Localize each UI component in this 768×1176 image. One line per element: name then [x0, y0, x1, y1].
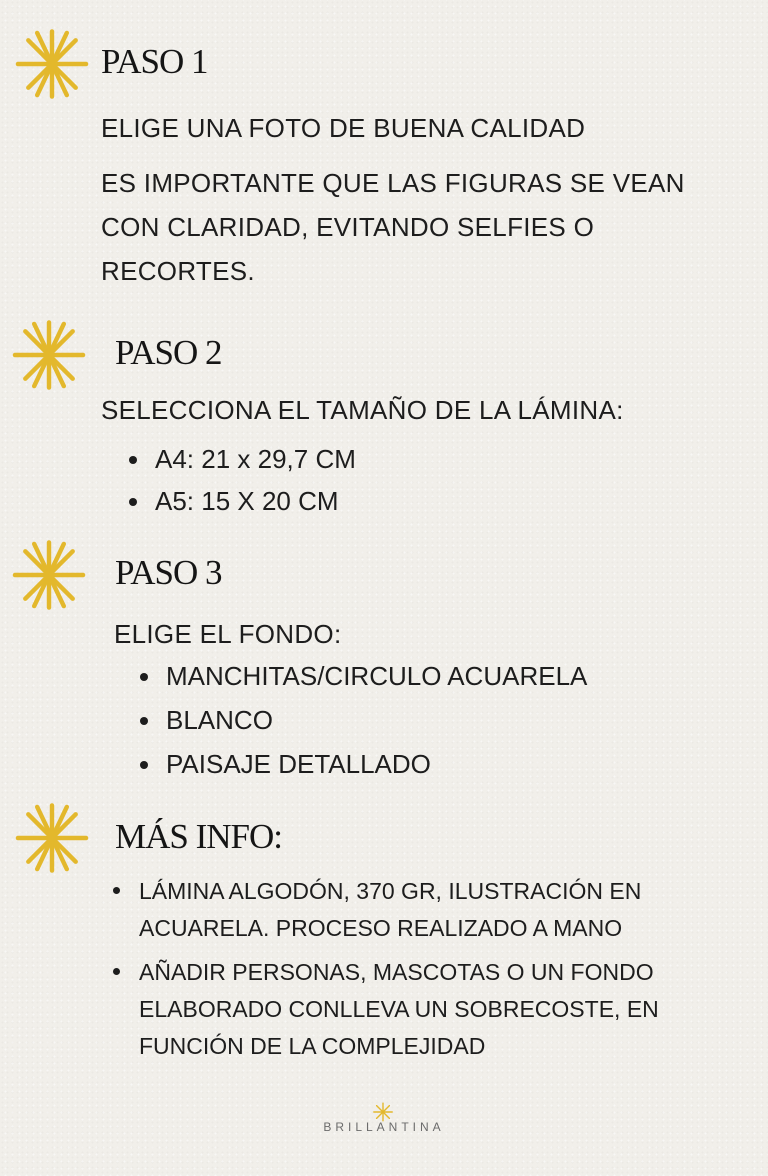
asterisk-star-icon: [12, 318, 86, 392]
brand-logo-text: BRILLANTINA: [323, 1120, 445, 1134]
list-item: AÑADIR PERSONAS, MASCOTAS O UN FONDO ELABORADO CONLLEVA UN SOBRECOSTE, EN FUNCIÓN DE LA COMPLEJIDAD: [113, 954, 713, 1065]
size-list: [129, 438, 356, 522]
step-1-text-2: ES IMPORTANTE QUE LAS FIGURAS SE VEAN CON CLARIDAD, EVITANDO SELFIES O RECORTES.: [101, 168, 685, 286]
list-item: MANCHITAS/CIRCULO ACUARELA: [140, 654, 587, 698]
list-item: A5: 15 X 20 CM: [129, 480, 356, 522]
background-list: [140, 654, 587, 786]
step-2-title: PASO 2: [115, 333, 222, 372]
step-3-title: PASO 3: [115, 553, 222, 592]
step-1-title: PASO 1: [101, 42, 208, 81]
brand-star-icon: [373, 1102, 393, 1122]
list-item: BLANCO: [140, 698, 587, 742]
step-1-text-1: ELIGE UNA FOTO DE BUENA CALIDAD: [101, 113, 586, 143]
list-item: A4: 21 x 29,7 CM: [129, 438, 356, 480]
more-info-title: MÁS INFO:: [115, 817, 283, 856]
asterisk-star-icon: [15, 27, 89, 101]
step-2-intro: SELECCIONA EL TAMAÑO DE LA LÁMINA:: [101, 395, 624, 425]
info-list: [113, 873, 713, 1072]
step-3-intro: ELIGE EL FONDO:: [114, 619, 342, 649]
asterisk-star-icon: [12, 538, 86, 612]
list-item: LÁMINA ALGODÓN, 370 GR, ILUSTRACIÓN EN ACUARELA. PROCESO REALIZADO A MANO: [113, 873, 713, 947]
list-item: PAISAJE DETALLADO: [140, 742, 587, 786]
asterisk-star-icon: [15, 801, 89, 875]
